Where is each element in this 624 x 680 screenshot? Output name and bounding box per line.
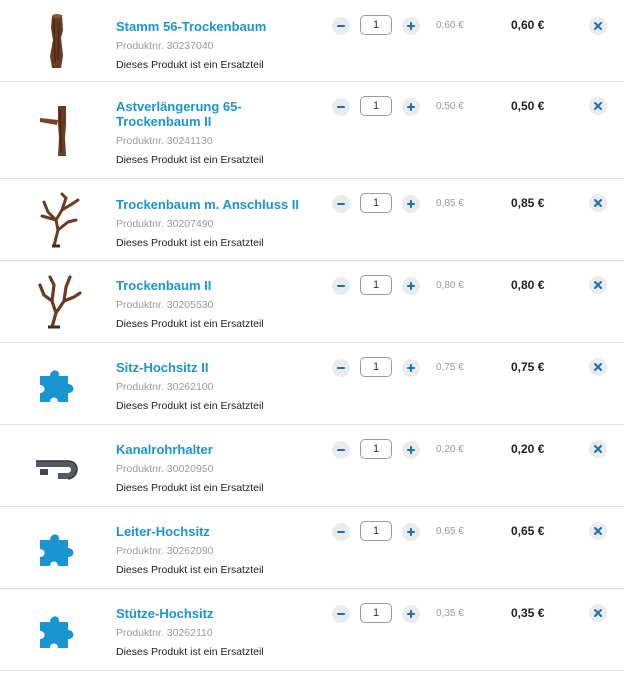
minus-icon xyxy=(336,199,346,209)
unit-price: 0,80 € xyxy=(436,280,464,291)
unit-price: 0,85 € xyxy=(436,198,464,209)
spare-part-note: Dieses Produkt ist ein Ersatzteil xyxy=(116,482,264,494)
product-number: Produktnr. 30020950 xyxy=(116,463,214,475)
close-icon xyxy=(593,362,603,372)
close-icon xyxy=(593,21,603,31)
unit-price: 0,20 € xyxy=(436,444,464,455)
close-icon xyxy=(593,608,603,618)
decrease-quantity-button[interactable] xyxy=(332,277,350,295)
quantity-input[interactable] xyxy=(360,521,392,541)
product-title-link[interactable]: Astverlängerung 65-Trockenbaum II xyxy=(116,99,242,129)
decrease-quantity-button[interactable] xyxy=(332,195,350,213)
plus-icon xyxy=(406,609,416,619)
product-number: Produktnr. 30207490 xyxy=(116,218,214,230)
product-number: Produktnr. 30262110 xyxy=(116,627,213,639)
minus-icon xyxy=(336,609,346,619)
spare-part-note: Dieses Produkt ist ein Ersatzteil xyxy=(116,400,264,412)
minus-icon xyxy=(336,527,346,537)
minus-icon xyxy=(336,102,346,112)
decrease-quantity-button[interactable] xyxy=(332,605,350,623)
line-total: 0,50 € xyxy=(511,99,545,113)
increase-quantity-button[interactable] xyxy=(402,277,420,295)
plus-icon xyxy=(406,281,416,291)
cart-item xyxy=(0,82,624,179)
increase-quantity-button[interactable] xyxy=(402,523,420,541)
close-icon xyxy=(593,198,603,208)
line-total: 0,80 € xyxy=(511,278,545,292)
product-title-link[interactable]: Leiter-Hochsitz xyxy=(116,524,210,539)
close-icon xyxy=(593,526,603,536)
quantity-input[interactable] xyxy=(360,96,392,116)
dead-tree-icon[interactable] xyxy=(28,190,88,250)
product-title-link[interactable]: Trockenbaum II xyxy=(116,278,212,293)
spare-part-note: Dieses Produkt ist ein Ersatzteil xyxy=(116,646,264,658)
pipe-holder-icon[interactable] xyxy=(28,437,88,497)
increase-quantity-button[interactable] xyxy=(402,98,420,116)
quantity-input[interactable] xyxy=(360,15,392,35)
line-total: 0,75 € xyxy=(511,360,545,374)
quantity-input[interactable] xyxy=(360,275,392,295)
cart-item xyxy=(0,0,624,82)
unit-price: 0,65 € xyxy=(436,526,464,537)
spare-part-note: Dieses Produkt ist ein Ersatzteil xyxy=(116,237,264,249)
spare-part-note: Dieses Produkt ist ein Ersatzteil xyxy=(116,59,264,71)
product-title-link[interactable]: Stütze-Hochsitz xyxy=(116,606,214,621)
log-trunk-icon[interactable] xyxy=(28,12,88,72)
plus-icon xyxy=(406,102,416,112)
dead-tree-icon[interactable] xyxy=(28,271,88,331)
remove-item-button[interactable] xyxy=(589,440,607,458)
remove-item-button[interactable] xyxy=(589,194,607,212)
product-number: Produktnr. 30205530 xyxy=(116,299,214,311)
plus-icon xyxy=(406,445,416,455)
spare-part-note: Dieses Produkt ist ein Ersatzteil xyxy=(116,564,264,576)
branch-extension-icon[interactable] xyxy=(28,102,88,162)
product-number: Produktnr. 30241130 xyxy=(116,135,213,147)
minus-icon xyxy=(336,445,346,455)
product-title-link[interactable]: Sitz-Hochsitz II xyxy=(116,360,209,375)
remove-item-button[interactable] xyxy=(589,522,607,540)
remove-item-button[interactable] xyxy=(589,358,607,376)
puzzle-piece-icon[interactable] xyxy=(28,602,88,662)
line-total: 0,60 € xyxy=(511,18,545,32)
cart-item xyxy=(0,261,624,343)
product-title-link[interactable]: Trockenbaum m. Anschluss II xyxy=(116,197,300,212)
cart-item xyxy=(0,343,624,425)
decrease-quantity-button[interactable] xyxy=(332,98,350,116)
plus-icon xyxy=(406,199,416,209)
product-number: Produktnr. 30237040 xyxy=(116,40,214,52)
minus-icon xyxy=(336,281,346,291)
quantity-input[interactable] xyxy=(360,603,392,623)
cart-item xyxy=(0,179,624,261)
product-title-link[interactable]: Stamm 56-Trockenbaum xyxy=(116,19,267,34)
unit-price: 0,75 € xyxy=(436,362,464,373)
cart-item xyxy=(0,507,624,589)
puzzle-piece-icon[interactable] xyxy=(28,356,88,416)
minus-icon xyxy=(336,363,346,373)
line-total: 0,35 € xyxy=(511,606,545,620)
decrease-quantity-button[interactable] xyxy=(332,523,350,541)
product-number: Produktnr. 30262100 xyxy=(116,381,214,393)
plus-icon xyxy=(406,363,416,373)
cart-item xyxy=(0,589,624,671)
line-total: 0,65 € xyxy=(511,524,545,538)
decrease-quantity-button[interactable] xyxy=(332,359,350,377)
remove-item-button[interactable] xyxy=(589,97,607,115)
increase-quantity-button[interactable] xyxy=(402,359,420,377)
quantity-input[interactable] xyxy=(360,439,392,459)
decrease-quantity-button[interactable] xyxy=(332,441,350,459)
line-total: 0,85 € xyxy=(511,196,545,210)
increase-quantity-button[interactable] xyxy=(402,441,420,459)
plus-icon xyxy=(406,21,416,31)
unit-price: 0,35 € xyxy=(436,608,464,619)
remove-item-button[interactable] xyxy=(589,604,607,622)
close-icon xyxy=(593,101,603,111)
minus-icon xyxy=(336,21,346,31)
product-title-link[interactable]: Kanalrohrhalter xyxy=(116,442,213,457)
remove-item-button[interactable] xyxy=(589,17,607,35)
unit-price: 0,60 € xyxy=(436,20,464,31)
cart-item xyxy=(0,425,624,507)
increase-quantity-button[interactable] xyxy=(402,17,420,35)
remove-item-button[interactable] xyxy=(589,276,607,294)
product-number: Produktnr. 30262090 xyxy=(116,545,214,557)
unit-price: 0,50 € xyxy=(436,101,464,112)
quantity-input[interactable] xyxy=(360,193,392,213)
decrease-quantity-button[interactable] xyxy=(332,17,350,35)
plus-icon xyxy=(406,527,416,537)
spare-part-note: Dieses Produkt ist ein Ersatzteil xyxy=(116,318,264,330)
quantity-input[interactable] xyxy=(360,357,392,377)
line-total: 0,20 € xyxy=(511,442,545,456)
increase-quantity-button[interactable] xyxy=(402,605,420,623)
close-icon xyxy=(593,280,603,290)
close-icon xyxy=(593,444,603,454)
increase-quantity-button[interactable] xyxy=(402,195,420,213)
spare-part-note: Dieses Produkt ist ein Ersatzteil xyxy=(116,154,264,166)
puzzle-piece-icon[interactable] xyxy=(28,520,88,580)
